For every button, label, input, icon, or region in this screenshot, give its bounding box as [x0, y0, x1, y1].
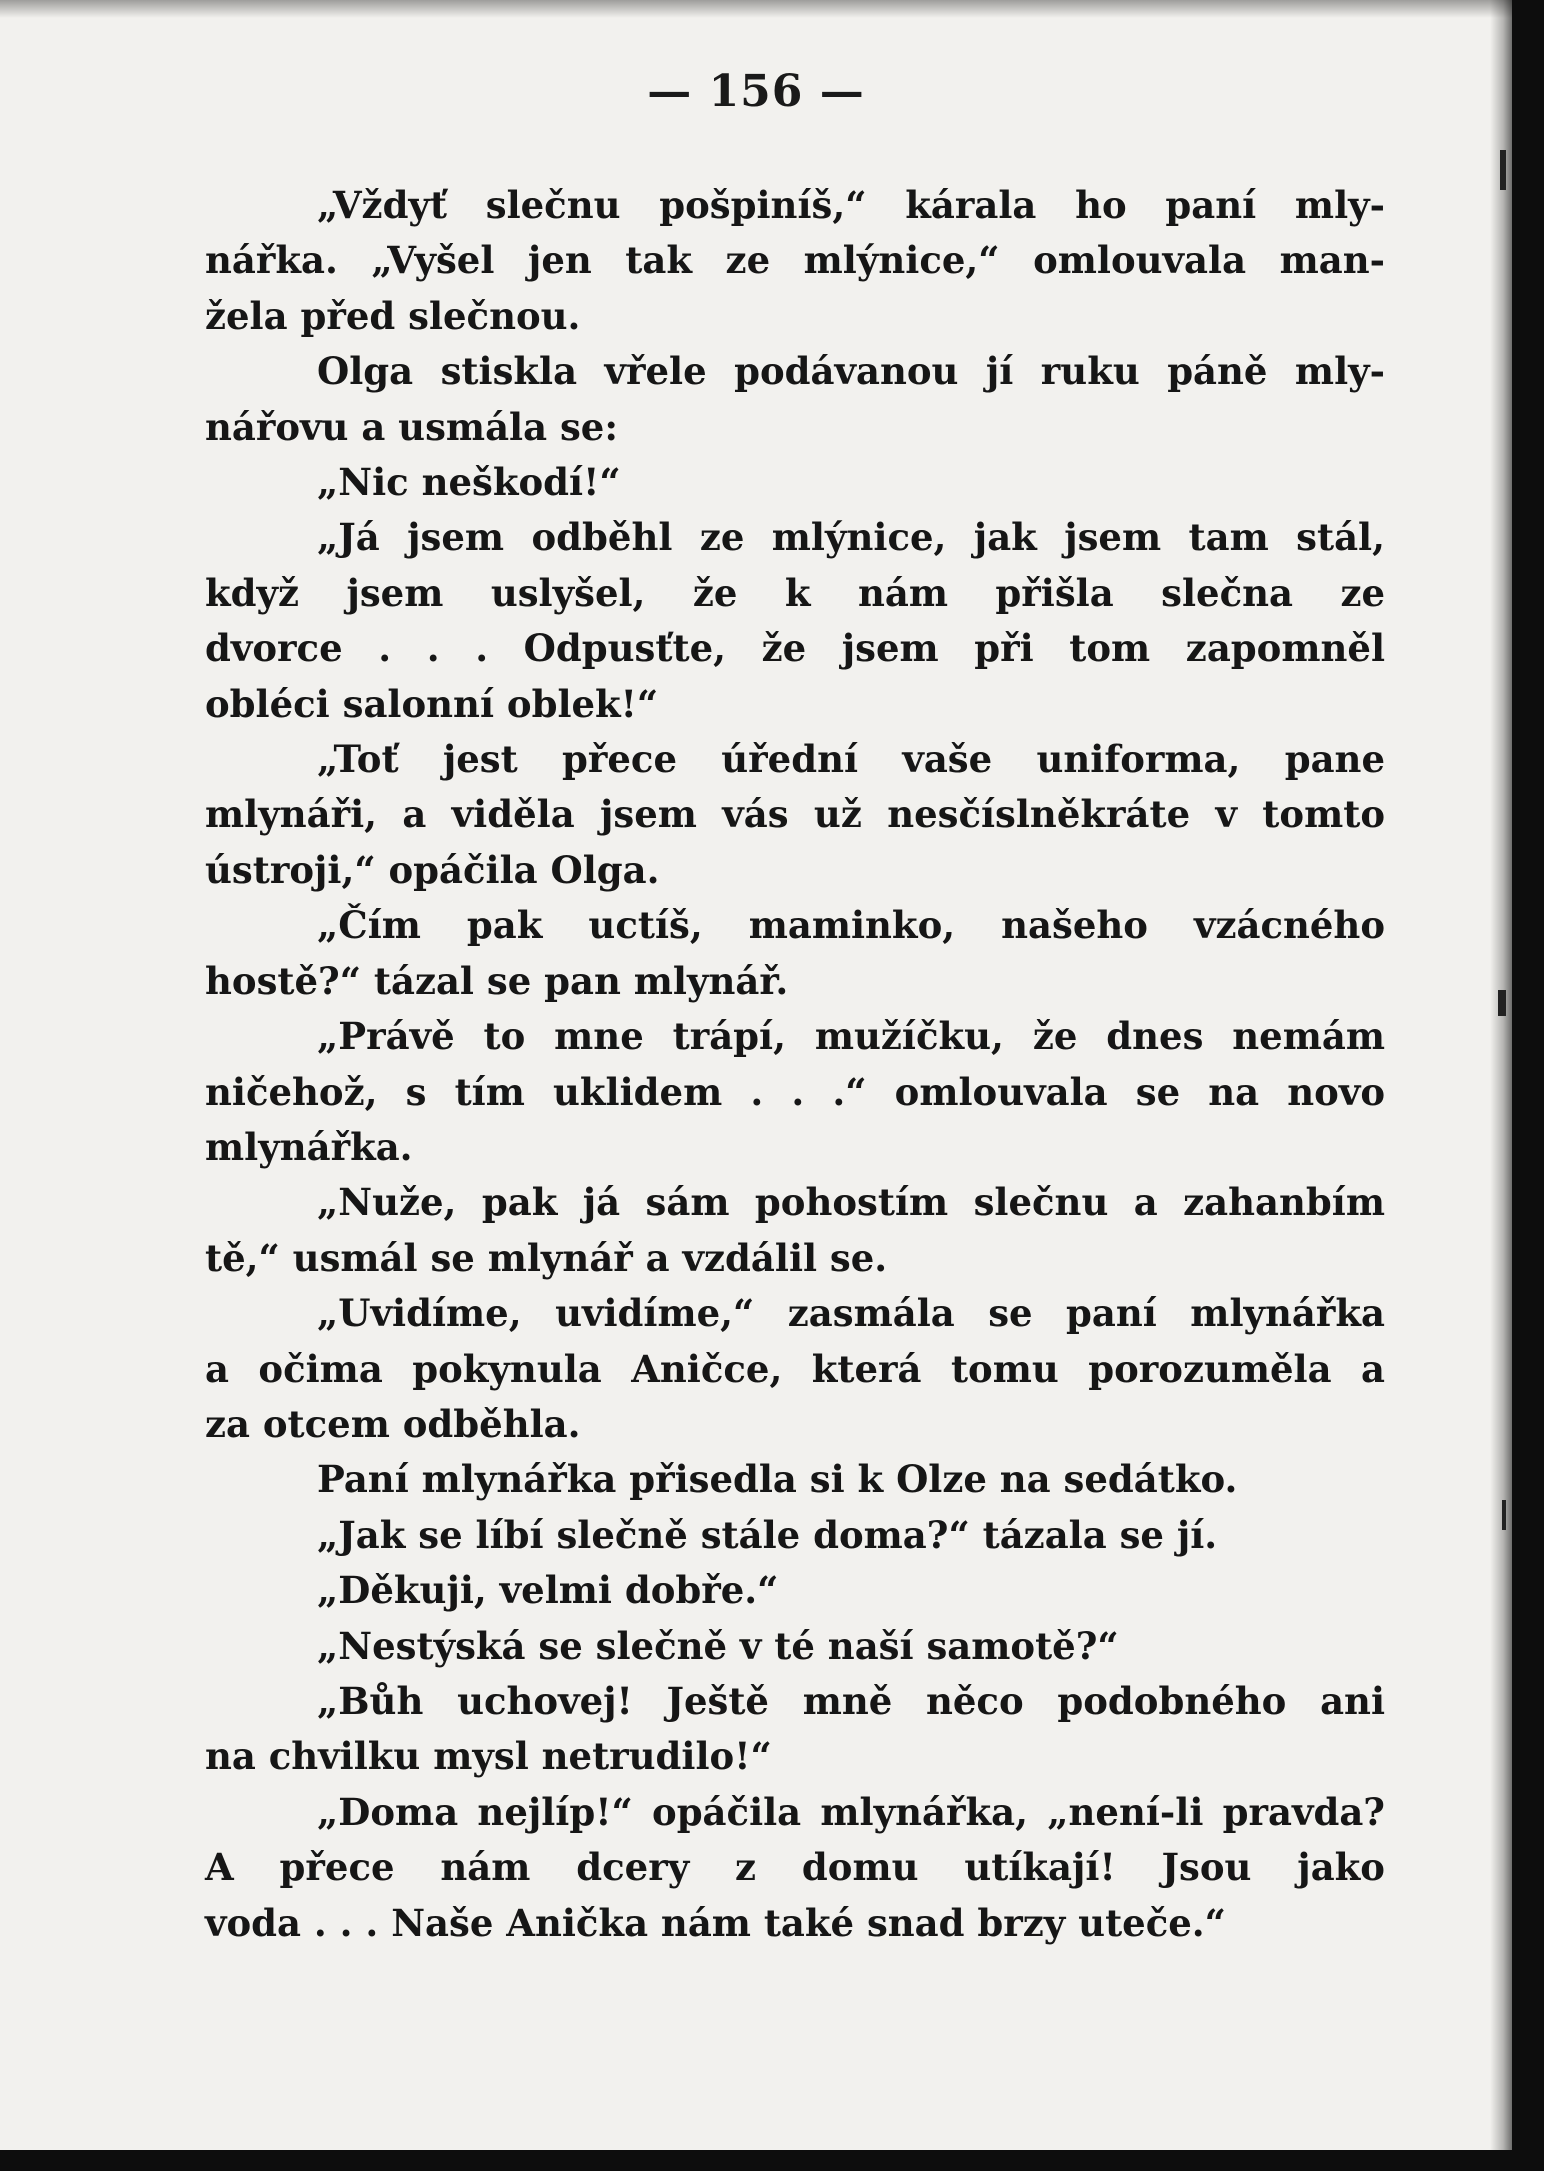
- paragraph: [205, 1508, 1385, 1563]
- paragraph: [205, 1785, 1385, 1951]
- text-line: na chvilku mysl netrudilo!“: [205, 1734, 772, 1779]
- paragraph: [205, 732, 1385, 898]
- page-number: — 156 —: [647, 66, 865, 117]
- text-line: „Nic neškodí!“: [317, 460, 621, 505]
- text-line: mlynářka.: [205, 1124, 413, 1169]
- paragraph: [205, 1175, 1385, 1286]
- text-line: nářka. „Vyšel jen tak ze mlýnice,“ omlouvala man-: [205, 238, 1385, 283]
- margin-mark: [1500, 150, 1506, 190]
- text-line: nářovu a usmála se:: [205, 404, 618, 449]
- text-line: voda . . . Naše Anička nám také snad brzy uteče.“: [205, 1900, 1226, 1945]
- text-line: „Uvidíme, uvidíme,“ zasmála se paní mlynářka: [317, 1291, 1385, 1336]
- text-line: „Já jsem odběhl ze mlýnice, jak jsem tam stál,: [317, 515, 1385, 560]
- page-edge-shadow: [1490, 0, 1512, 2150]
- paragraph: [205, 1452, 1385, 1507]
- text-line: „Právě to mne trápí, mužíčku, že dnes nemám: [317, 1014, 1385, 1059]
- text-line: A přece nám dcery z domu utíkají! Jsou jako: [205, 1845, 1385, 1890]
- text-line: hostě?“ tázal se pan mlynář.: [205, 958, 789, 1003]
- text-line: mlynáři, a viděla jsem vás už nesčíslněkráte v tomto: [205, 792, 1385, 837]
- text-line: dvorce . . . Odpusťte, že jsem při tom zapomněl: [205, 626, 1385, 671]
- text-line: obléci salonní oblek!“: [205, 681, 659, 726]
- text-line: „Vždyť slečnu pošpiníš,“ kárala ho paní mly-: [317, 183, 1385, 227]
- text-line: ničehož, s tím uklidem . . .“ omlouvala se na novo: [205, 1069, 1385, 1114]
- text-line: Olga stiskla vřele podávanou jí ruku páně mly-: [317, 349, 1385, 394]
- body-text: [205, 178, 1385, 1951]
- text-line: ústroji,“ opáčila Olga.: [205, 847, 660, 892]
- text-line: „Nuže, pak já sám pohostím slečnu a zahanbím: [317, 1180, 1385, 1225]
- text-line: za otcem odběhla.: [205, 1401, 581, 1446]
- text-line: „Nestýská se slečně v té naší samotě?“: [317, 1623, 1119, 1668]
- text-line: „Doma nejlíp!“ opáčila mlynářka, „není-li pravda?: [317, 1789, 1385, 1834]
- margin-mark: [1498, 990, 1506, 1016]
- text-line: „Děkuji, velmi dobře.“: [317, 1568, 779, 1613]
- text-line: tě,“ usmál se mlynář a vzdálil se.: [205, 1235, 888, 1280]
- paragraph: [205, 1563, 1385, 1618]
- paragraph: [205, 1286, 1385, 1452]
- text-line: Paní mlynářka přisedla si k Olze na sedátko.: [317, 1457, 1238, 1502]
- margin-mark: [1502, 1500, 1506, 1530]
- paragraph: [205, 1674, 1385, 1785]
- text-line: žela před slečnou.: [205, 293, 581, 338]
- text-line: „Čím pak uctíš, maminko, našeho vzácného: [317, 903, 1385, 948]
- text-line: když jsem uslyšel, že k nám přišla slečna ze: [205, 570, 1385, 615]
- paragraph: [205, 898, 1385, 1009]
- paragraph: [205, 344, 1385, 455]
- text-line: a očima pokynula Aničce, která tomu porozuměla a: [205, 1346, 1385, 1391]
- page-top-edge-shadow: [0, 0, 1512, 18]
- text-line: „Bůh uchovej! Ještě mně něco podobného ani: [317, 1678, 1385, 1723]
- paragraph: [205, 178, 1385, 344]
- text-line: „Toť jest přece úřední vaše uniforma, pane: [317, 737, 1385, 782]
- paragraph: [205, 1009, 1385, 1175]
- paragraph: [205, 455, 1385, 510]
- paragraph: [205, 510, 1385, 732]
- text-line: „Jak se líbí slečně stále doma?“ tázala se jí.: [317, 1512, 1218, 1557]
- paragraph: [205, 1619, 1385, 1674]
